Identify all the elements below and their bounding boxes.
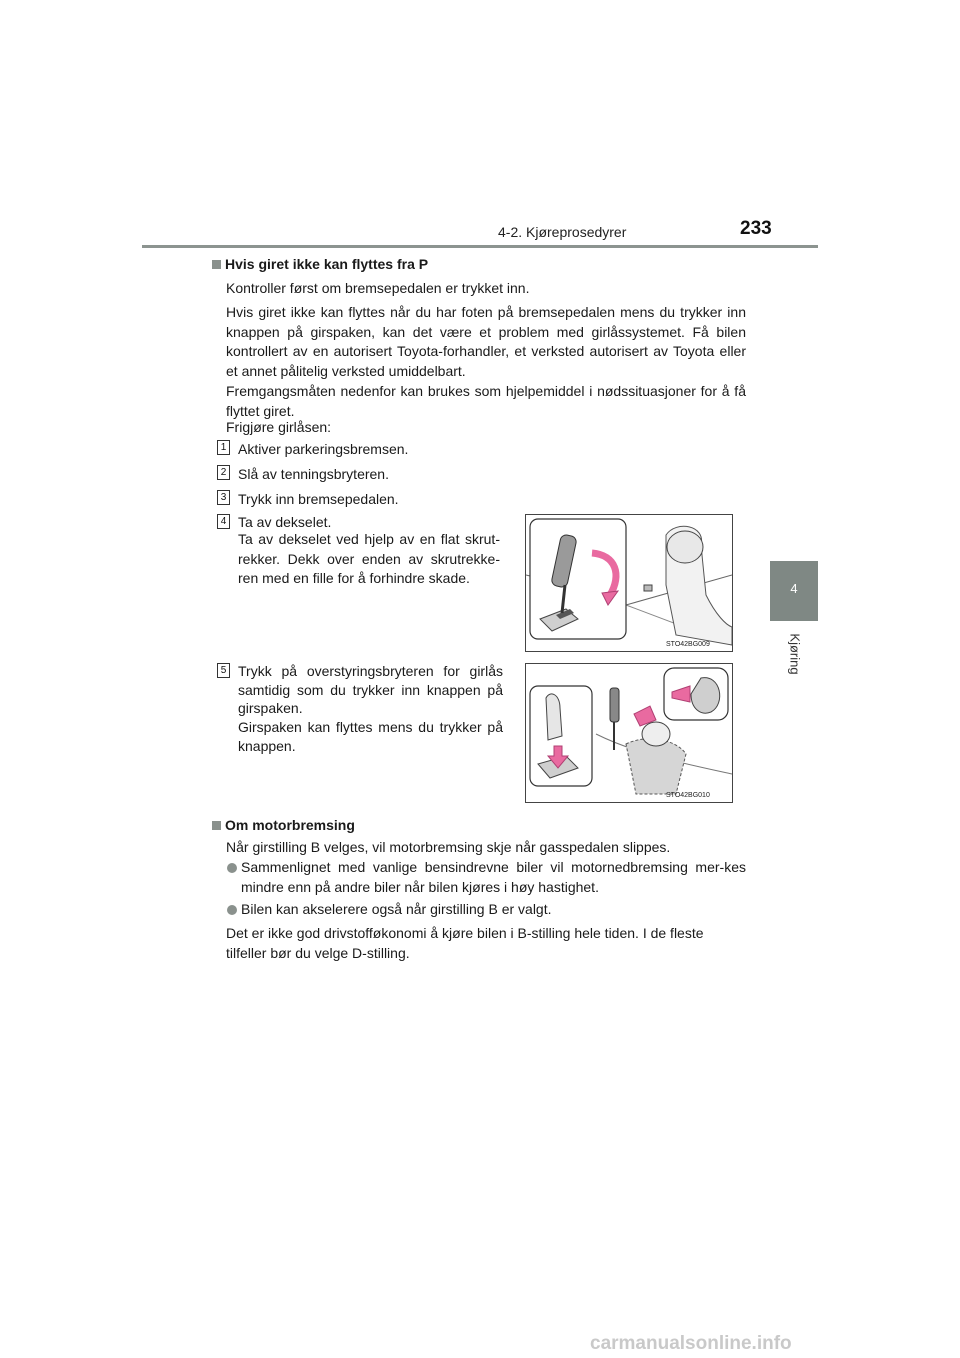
section-heading-gear: Hvis giret ikke kan flyttes fra P	[225, 256, 429, 272]
engine-paragraph-1: Når girstilling B velges, vil motorbremsing skje når gasspedalen slippes.	[226, 839, 671, 855]
engine-paragraph-2: Det er ikke god drivstofføkonomi å kjøre bilen i B-stilling hele tiden. I de fleste tilfeller bør du velge D-stilling.	[226, 925, 704, 961]
section-square-icon	[212, 821, 221, 830]
chapter-number: 4	[790, 581, 798, 596]
chapter-label-text: Kjøring	[787, 633, 803, 675]
bullet-dot-icon	[227, 905, 237, 915]
chapter-tab[interactable]	[770, 561, 818, 621]
section-title: 4-2. Kjøreprosedyrer	[498, 224, 627, 240]
gear-paragraph-3: Fremgangsmåten nedenfor kan brukes som hjelpemiddel i nødssituasjoner for å få flyttet giret.	[226, 383, 746, 419]
step-detail: Girspaken kan flyttes mens du trykker på knappen.	[238, 719, 503, 754]
engine-bullet: Bilen kan akselerere også når girstilling B er valgt.	[241, 901, 552, 917]
gear-paragraph-2: Hvis giret ikke kan flyttes når du har foten på bremsepedalen mens du trykker inn knappen på girspaken, kan det være et problem med girlåssystemet. Få bilen kontrollert av en autorisert Toyota-forhandler, et verksted autorisert av Toyota eller et annet pålitelig verksted umiddelbart.	[226, 304, 746, 379]
chapter-label	[775, 634, 815, 674]
figure-override-switch	[525, 663, 733, 803]
step-text: Aktiver parkeringsbremsen.	[238, 441, 409, 457]
figure-code: STO42BG009	[666, 641, 710, 648]
cover-removal-illustration	[526, 515, 732, 651]
gear-paragraph-4: Frigjøre girlåsen:	[226, 419, 332, 435]
page-number: 233	[740, 218, 772, 239]
section-heading-engine-braking: Om motorbremsing	[225, 817, 355, 833]
header-divider	[142, 245, 818, 248]
step-text: Trykk på overstyringsbryteren for girlås samtidig som du trykker inn knappen på girspaken.	[238, 663, 503, 716]
step-number-badge: 3	[217, 490, 230, 505]
step-number-badge: 4	[217, 514, 230, 529]
section-square-icon	[212, 260, 221, 269]
footer-watermark: carmanualsonline.info	[590, 1333, 792, 1354]
step-number-badge: 5	[217, 663, 230, 678]
bullet-dot-icon	[227, 863, 237, 873]
step-text: Slå av tenningsbryteren.	[238, 466, 389, 482]
figure-remove-cover	[525, 514, 733, 652]
step-number-badge: 1	[217, 440, 230, 455]
engine-bullet: Sammenlignet med vanlige bensindrevne biler vil motornedbremsing mer-kes mindre enn på andre biler når bilen kjøres i høy hastighet.	[241, 859, 746, 895]
step-number-badge: 2	[217, 465, 230, 480]
gear-paragraph-1: Kontroller først om bremsepedalen er trykket inn.	[226, 280, 530, 296]
figure-code: STO42BG010	[666, 792, 710, 799]
step-detail: Ta av dekselet ved hjelp av en flat skrut-rekker. Dekk over enden av skrutrekke-ren med en fille for å forhindre skade.	[238, 531, 500, 586]
override-switch-illustration	[526, 664, 732, 802]
step-text: Ta av dekselet.	[238, 514, 332, 530]
step-text: Trykk inn bremsepedalen.	[238, 491, 399, 507]
